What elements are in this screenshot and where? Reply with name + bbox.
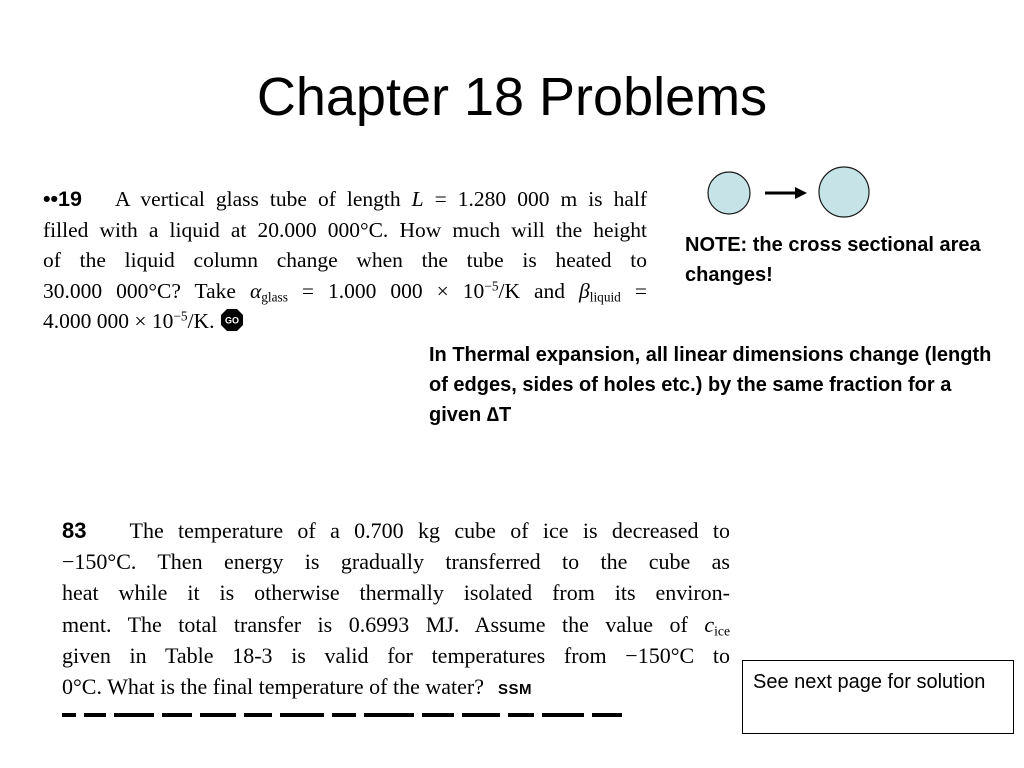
math-fragment: c bbox=[704, 611, 715, 637]
ssm-badge: SSM bbox=[497, 681, 532, 699]
math-fragment: ice bbox=[714, 623, 730, 639]
problem-83-line: heat while it is otherwise thermally isolated from its environ- bbox=[62, 580, 730, 606]
problem-19-number: ••19 bbox=[43, 187, 82, 211]
math-fragment: glass bbox=[261, 288, 288, 304]
thermal-expansion-note: In Thermal expansion, all linear dimensions change (length of edges, sides of holes etc.) by the same fraction for a given ∆T bbox=[429, 344, 992, 426]
problem-83-line: 0°C. What is the final temperature of the water? SSM bbox=[62, 674, 532, 700]
solution-box: See next page for solution bbox=[742, 660, 1014, 734]
problem-19-line: filled with a liquid at 20.000 000°C. How much will the height bbox=[43, 217, 647, 242]
problem-19-line: ••19 A vertical glass tube of length L = 1.280 000 m is half bbox=[43, 187, 648, 211]
problem-19 bbox=[43, 184, 647, 337]
math-fragment: −5 bbox=[173, 308, 188, 324]
note-text: NOTE: the cross sectional area changes! bbox=[685, 234, 981, 286]
problem-19-line: of the liquid column change when the tube is heated to bbox=[43, 248, 647, 272]
problem-83-line: 83 The temperature of a 0.700 kg cube of ice is decreased to bbox=[62, 518, 731, 543]
problem-83-line: ment. The total transfer is 0.6993 MJ. Assume the value of $c_{ice}$ bbox=[62, 611, 730, 639]
cropped-next-problem bbox=[62, 713, 722, 719]
circle-before-icon bbox=[708, 172, 750, 214]
problem-83-number: 83 bbox=[62, 518, 87, 543]
slide-title: Chapter 18 Problems bbox=[256, 67, 768, 127]
math-fragment: liquid bbox=[589, 288, 621, 304]
problem-83-line: given in Table 18-3 is valid for temperatures from −150°C to bbox=[62, 642, 730, 668]
problem-19-line: 4.000 $000 \times 10^{-5}/K$. GO bbox=[43, 306, 647, 337]
problem-19-line: 30.000 000°C? Take $\alpha_{glass} = 1.000$ $000 \times 10^{-5}/K$ and $\beta_{liquid}$ = bbox=[43, 278, 647, 304]
circle-after-icon bbox=[819, 167, 869, 217]
math-fragment: L bbox=[411, 187, 424, 211]
problem-83 bbox=[62, 515, 730, 705]
problem-83-line: −150°C. Then energy is gradually transferred to the cube as bbox=[62, 549, 730, 575]
math-fragment: α bbox=[249, 278, 262, 303]
math-fragment: −5 bbox=[484, 278, 499, 294]
go-badge-label: GO bbox=[225, 315, 240, 326]
arrow-head-icon bbox=[795, 187, 807, 199]
expansion-diagram bbox=[705, 166, 875, 220]
go-badge-icon bbox=[220, 308, 244, 332]
math-fragment: β bbox=[579, 278, 590, 303]
